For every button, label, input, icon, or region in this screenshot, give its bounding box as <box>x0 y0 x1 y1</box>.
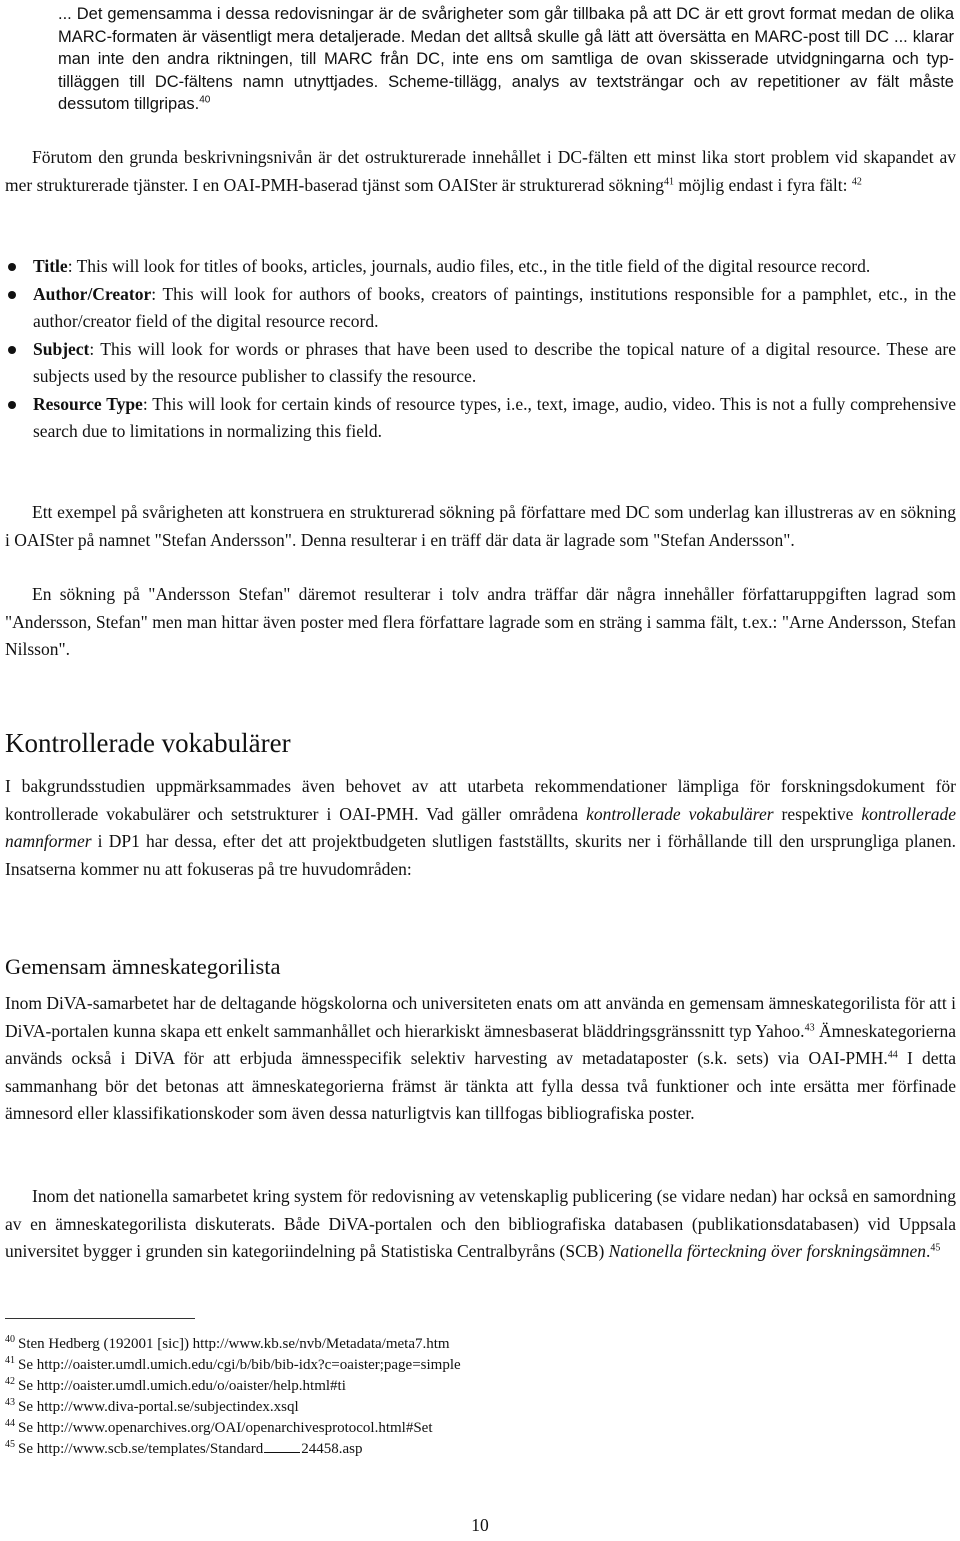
footnote-44: $^{44}$ Se http://www.openarchives.org/OAI/openarchivesprotocol.html#Set <box>5 1418 433 1436</box>
footnote-45: $^{45}$ Se http://www.scb.se/templates/Standard 24458.asp <box>5 1439 363 1457</box>
footnote-ref-43: 43 <box>804 1022 815 1033</box>
heading-kontrollerade-vokabularer: Kontrollerade vokabulärer <box>5 728 291 758</box>
paragraph-example-continued: En sökning på "Andersson Stefan" däremot resulterar i tolv andra träffar där några innehåller författaruppgiften lagrad som "Andersson, Stefan" men man hittar även poster med flera författare lagrade som en sträng i samma fält, t.ex.: "Arne Andersson, Stefan Nilsson". <box>5 584 956 659</box>
footnote-ref-45: 45 <box>930 1242 941 1254</box>
footnotes <box>5 1334 905 1460</box>
footnote-ref-40: 40 <box>199 94 211 106</box>
list-item-subject: Subject: This will look for words or phrases that have been used to describe the topical nature of a digital resource. These are subjects used by the resource publisher to classify the resource. <box>5 336 956 391</box>
footnote-ref-44: 44 <box>887 1049 898 1061</box>
block-quote <box>58 3 954 116</box>
footnote-ref-41: 41 <box>664 176 674 187</box>
list-item-author: Author/Creator: This will look for authors of books, creators of paintings, institutions responsible for a pamphlet, etc., in the author/creator field of the digital resource record. <box>5 281 956 336</box>
list-item-resource-type: Resource Type: This will look for certain kinds of resource types, i.e., text, image, audio, video. This is not a fully comprehensive search due to limitations in normalizing this field. <box>5 391 956 446</box>
footnote-ref-42: 42 <box>851 176 862 187</box>
search-fields-list <box>5 253 956 446</box>
footnote-40: $^{40}$ Sten Hedberg (192001 [sic]) http://www.kb.se/nvb/Metadata/meta7.htm <box>5 1334 450 1352</box>
footnote-43: $^{43}$ Se http://www.diva-portal.se/subjectindex.xsql <box>5 1397 299 1415</box>
quote-text: ... Det gemensamma i dessa redovisningar är de svårigheter som går tillbaka på att DC är ett grovt format medan de olika MARC-formaten är väsentligt mera detaljerade. Medan det alltså skulle gå lätt att översätta en MARC-post till DC ... klarar man inte den andra riktningen, till MARC från DC, inte ens om samtliga de ovan skisserade utvidgningarna och typ-tilläggen till DC-fältens namn utnyttjades. Scheme-tillägg, analys av textsträngar och av repetitioner av fält måste dessutom tillgripas. <box>58 5 954 113</box>
page-number: 10 <box>471 1515 489 1535</box>
underline-gap <box>264 1440 300 1453</box>
paragraph-national-cooperation: Inom det nationella samarbetet kring system för redovisning av vetenskaplig publicering (se vidare nedan) har också en samordning av en ämneskategorilista diskuterats. Både DiVA-portalen och den bibliografiska databasen (publikationsdatabasen) vid Uppsala universitet bygger i grunden sin kategoriindelning på Statistiska Centralbyråns (SCB) Nationella förteckning över forskningsämnen.$^{45}$ <box>5 1186 956 1261</box>
paragraph-example: Ett exempel på svårigheten att konstruera en strukturerad sökning på författare med DC som underlag kan illustreras av en sökning i OAISter på namnet "Stefan Andersson". Denna resulterar i en träff där data är lagrade som "Stefan Andersson". <box>5 502 956 550</box>
paragraph-diva-categories: Inom DiVA-samarbetet har de deltagande högskolorna och universiteten enats om att använda en gemensam ämneskategorilista för att i DiVA-portalen kunna skapa ett enkelt sammanhållet och hierarkiskt ämnesbaserat bläddringsgränssnitt typ Yahoo.$^{43}$ Ämneskategorierna används också i DiVA för att erbjuda ämnesspecifik selektiv harvesting av metadataposter (s.k. sets) via OAI-PMH.$^{44}$ I detta sammanhang bör det betonas att ämneskategorierna främst är tänkta att fylla dessa två funktioner och inte ersätta mer förfinade ämnesord eller klassifikationskoder som även dessa naturligtvis kan tillfogas bibliografiska poster. <box>5 993 957 1123</box>
paragraph-vocabularies: I bakgrundsstudien uppmärksammades även behovet av att utarbeta rekommendationer lämpliga för forskningsdokument för kontrollerade vokabulärer och setstrukturer i OAI-PMH. Vad gäller områdena kontrollerade vokabulärer respektive kontrollerade namnformer i DP1 har dessa, efter det att projektbudgeten slutligen fastställts, skurits ner i förhållande till den ursprungliga planen. Insatserna kommer nu att fokuseras på tre huvudområden: <box>5 776 957 879</box>
footnote-41: $^{41}$ Se http://oaister.umdl.umich.edu/cgi/b/bib/bib-idx?c=oaister;page=simple <box>5 1355 461 1373</box>
list-item-title: Title: This will look for titles of books, articles, journals, audio files, etc., in the title field of the digital resource record. <box>5 253 956 281</box>
heading-gemensam-amneskategorilista: Gemensam ämneskategorilista <box>5 954 281 979</box>
footnote-42: $^{42}$ Se http://oaister.umdl.umich.edu/o/oaister/help.html#ti <box>5 1376 346 1394</box>
paragraph-structured-search: Förutom den grunda beskrivningsnivån är det ostrukturerade innehållet i DC-fälten ett minst lika stort problem vid skapandet av mer strukturerade tjänster. I en OAI-PMH-baserad tjänst som OAISter är strukturerad sökning$^{41}$ möjlig endast i fyra fält: $^{42}$ <box>5 147 956 195</box>
footnote-separator <box>5 1318 195 1319</box>
